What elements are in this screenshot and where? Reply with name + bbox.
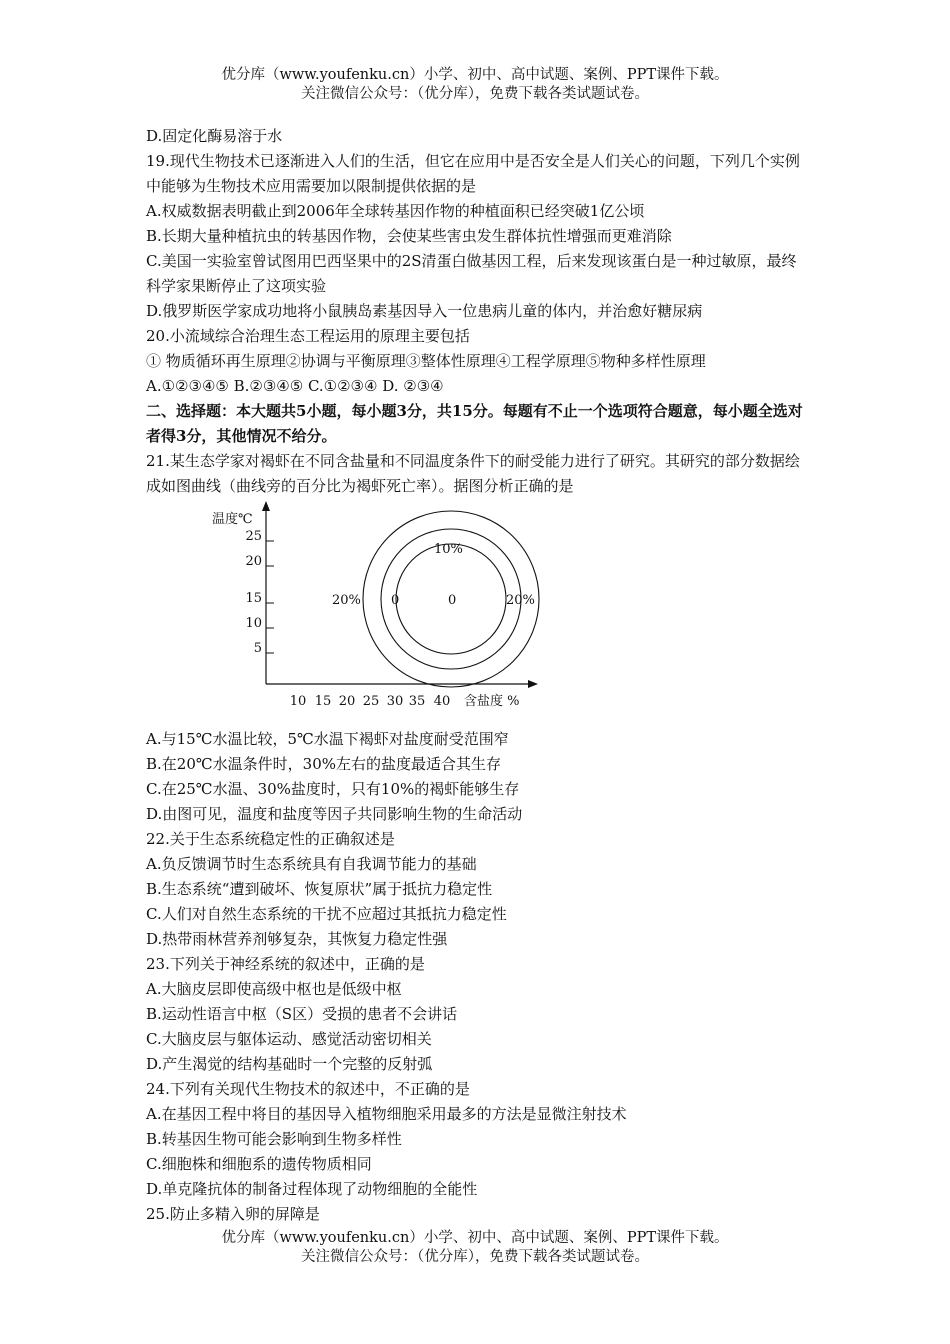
exam-content: [146, 124, 811, 1227]
page-footer: [0, 1229, 950, 1267]
x-tick-label: 15: [314, 694, 332, 709]
q22-option-a: A.负反馈调节时生态系统具有自我调节能力的基础: [146, 855, 477, 873]
x-tick-label: 20: [338, 694, 356, 709]
x-tick-label: 40: [433, 694, 451, 709]
q24-option-c: C.细胞株和细胞系的遗传物质相同: [146, 1155, 372, 1173]
q24-stem: 24.下列有关现代生物技术的叙述中，不正确的是: [146, 1080, 470, 1098]
q23-option-c: C.大脑皮层与躯体运动、感觉活动密切相关: [146, 1030, 432, 1048]
x-tick-label: 25: [362, 694, 380, 709]
q23-option-d: D.产生渴觉的结构基础时一个完整的反射弧: [146, 1055, 433, 1073]
label-0-right: 0: [448, 593, 457, 608]
q24-option-d: D.单克隆抗体的制备过程体现了动物细胞的全能性: [146, 1180, 478, 1198]
y-axis-arrow: [262, 501, 270, 511]
label-0-left: 0: [391, 593, 400, 608]
q19-option-c: C.美国一实验室曾试图用巴西坚果中的2S清蛋白做基因工程，后来发现该蛋白是一种过敏原，最终科学家果断停止了这项实验: [146, 252, 797, 295]
header-line-2: 关注微信公众号：（优分库），免费下载各类试题试卷。: [301, 86, 649, 102]
footer-line-1: 优分库（www.youfenku.cn）小学、初中、高中试题、案例、PPT课件下载。: [221, 1230, 729, 1246]
q24-option-b: B.转基因生物可能会影响到生物多样性: [146, 1130, 402, 1148]
q21-stem: 21.某生态学家对褐虾在不同含盐量和不同温度条件下的耐受能力进行了研究。其研究的部分数据绘成如图曲线（曲线旁的百分比为褐虾死亡率）。据图分析正确的是: [146, 452, 800, 495]
q20-stem: 20.小流域综合治理生态工程运用的原理主要包括: [146, 327, 470, 345]
q19-option-b: B.长期大量种植抗虫的转基因作物，会使某些害虫发生群体抗性增强而更难消除: [146, 227, 672, 245]
q22-option-b: B.生态系统“遭到破坏、恢复原状”属于抵抗力稳定性: [146, 880, 493, 898]
q21-option-c: C.在25℃水温、30%盐度时，只有10%的褐虾能够生存: [146, 780, 520, 798]
q21-option-a: A.与15℃水温比较，5℃水温下褐虾对盐度耐受范围窄: [146, 730, 509, 748]
q20-options: A.①②③④⑤ B.②③④⑤ C.①②③④ D. ②③④: [146, 377, 444, 395]
q24-option-a: A.在基因工程中将目的基因导入植物细胞采用最多的方法是显微注射技术: [146, 1105, 627, 1123]
section-2-heading: 二、选择题：本大题共5小题，每小题3分，共15分。每题有不止一个选项符合题意，每小题全选对者得3分，其他情况不给分。: [146, 402, 803, 445]
label-20-percent-left: 20%: [332, 593, 361, 608]
x-tick-label: 10: [289, 694, 307, 709]
q20-items: ① 物质循环再生原理②协调与平衡原理③整体性原理④工程学原理⑤物种多样性原理: [146, 352, 706, 370]
page-header: [0, 66, 950, 104]
x-tick-label: 30: [386, 694, 404, 709]
header-line-1: 优分库（www.youfenku.cn）小学、初中、高中试题、案例、PPT课件下载。: [221, 67, 729, 83]
footer-line-2: 关注微信公众号：（优分库），免费下载各类试题试卷。: [301, 1249, 649, 1265]
label-20-percent-right: 20%: [506, 593, 535, 608]
y-tick-label: 20: [245, 554, 262, 569]
q23-option-a: A.大脑皮层即使高级中枢也是低级中枢: [146, 980, 402, 998]
q25-stem: 25.防止多精入卵的屏障是: [146, 1205, 320, 1223]
q19-stem: 19.现代生物技术已逐渐进入人们的生活，但它在应用中是否安全是人们关心的问题，下列几个实例中能够为生物技术应用需要加以限制提供依据的是: [146, 152, 800, 195]
q19-option-d: D.俄罗斯医学家成功地将小鼠胰岛素基因导入一位患病儿童的体内，并治愈好糖尿病: [146, 302, 703, 320]
q22-stem: 22.关于生态系统稳定性的正确叙述是: [146, 830, 395, 848]
q22-option-d: D.热带雨林营养剂够复杂，其恢复力稳定性强: [146, 930, 448, 948]
y-tick-label: 10: [245, 616, 262, 631]
x-axis-arrow: [528, 680, 538, 688]
y-tick-label: 5: [253, 641, 262, 656]
q22-option-c: C.人们对自然生态系统的干扰不应超过其抵抗力稳定性: [146, 905, 507, 923]
y-axis-label: 温度℃: [212, 512, 253, 527]
q21-option-d: D.由图可见，温度和盐度等因子共同影响生物的生命活动: [146, 805, 523, 823]
x-axis-label: 含盐度 %: [464, 694, 520, 709]
y-tick-label: 15: [245, 591, 262, 606]
label-10-percent: 10%: [434, 542, 463, 557]
q21-option-b: B.在20℃水温条件时，30%左右的盐度最适合其生存: [146, 755, 501, 773]
y-tick-label: 25: [245, 529, 262, 544]
q23-stem: 23.下列关于神经系统的叙述中，正确的是: [146, 955, 425, 973]
x-tick-label: 35: [408, 694, 426, 709]
salinity-temperature-chart: [146, 499, 811, 727]
q21-figure: [146, 499, 811, 727]
q23-option-b: B.运动性语言中枢（S区）受损的患者不会讲话: [146, 1005, 458, 1023]
q18-option-d: D.固定化酶易溶于水: [146, 127, 283, 145]
q19-option-a: A.权威数据表明截止到2006年全球转基因作物的种植面积已经突破1亿公顷: [146, 202, 645, 220]
